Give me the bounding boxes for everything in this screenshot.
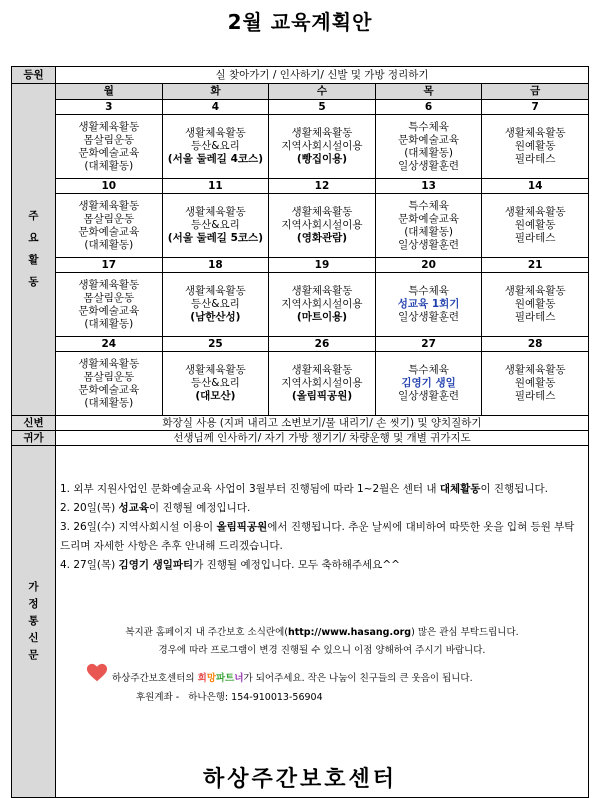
activity-line: 문화예술교육 — [398, 133, 459, 146]
activity-cell — [482, 273, 589, 337]
going-home-text: 선생님께 인사하기/ 자기 가방 챙기기/ 차량운행 및 개별 귀가지도 — [56, 431, 589, 446]
date-cell: 13 — [375, 179, 482, 194]
activity-highlight: (마트이용) — [296, 311, 348, 323]
activity-line: 생활체육활동 — [504, 285, 566, 297]
hygiene-label: 신변 — [12, 416, 56, 431]
activity-line: 등산&요리 — [191, 298, 240, 310]
date-cell: 10 — [56, 179, 163, 194]
weekday-header-row — [12, 84, 589, 100]
activity-line: 생활체육활동 — [291, 206, 353, 218]
activity-line: 생활체육활동 — [184, 127, 246, 139]
notice-4: 4. 27일(목) 김영기 생일파티가 진행될 예정입니다. 모두 축하해주세요^^ — [60, 559, 400, 571]
activity-line: 지역사회시설이용 — [281, 219, 363, 231]
activity-cell — [375, 194, 482, 258]
activity-line: (대체활동) — [404, 225, 453, 238]
website-notice: 복지관 홈페이지 내 주간보호 소식란에(http://www.hasang.org) 많은 관심 부탁드립니다. — [125, 627, 519, 638]
heart-icon — [86, 662, 108, 684]
activities-label: 주 요 활 동 — [12, 84, 56, 416]
notice-3: 3. 26일(수) 지역사회시설 이용이 올림픽공원에서 진행됩니다. 추운 날씨에 대비하여 따뜻한 옷을 입혀 등원 부탁드리며 자세한 사항은 추후 안내해 드리겠습니다. — [60, 521, 575, 552]
activity-cell — [269, 352, 376, 416]
activity-line: 일상생활훈련 — [398, 159, 459, 172]
newsletter-row — [12, 446, 589, 798]
activity-cell — [56, 352, 163, 416]
activity-cell — [162, 194, 269, 258]
activity-highlight: (대모산) — [195, 390, 236, 402]
activity-line: (대체활동) — [84, 396, 134, 409]
activity-highlight: (서울 둘레길 4코스) — [167, 153, 263, 165]
activity-line: 등산&요리 — [191, 219, 240, 231]
newsletter-content — [56, 446, 589, 798]
activity-line: 지역사회시설이용 — [281, 140, 363, 152]
arrival-row — [12, 67, 589, 84]
activity-highlight: (서울 둘레길 5코스) — [167, 232, 263, 244]
date-cell: 7 — [482, 100, 589, 115]
weekday-thu: 목 — [375, 84, 482, 100]
activity-cell — [375, 115, 482, 179]
activity-line: 특수체육 — [408, 285, 449, 297]
page-title: 2월 교육계획안 — [227, 10, 373, 34]
activity-row — [12, 352, 589, 416]
activity-line: 몸살림운동 — [83, 370, 135, 383]
activity-cell — [482, 352, 589, 416]
activity-line: (대체활동) — [84, 317, 134, 330]
activity-cell — [162, 273, 269, 337]
activity-line: 문화예술교육 — [78, 146, 140, 159]
activity-line: 생활체육활동 — [78, 278, 140, 291]
activity-line: 필라테스 — [514, 232, 556, 244]
activity-cell — [269, 194, 376, 258]
activity-cell — [375, 352, 482, 416]
arrival-label: 등원 — [12, 67, 56, 84]
activity-line: 몸살림운동 — [83, 212, 135, 225]
activity-line: 원예활동 — [514, 377, 556, 389]
activity-line: 몸살림운동 — [83, 133, 135, 146]
activity-cell — [482, 194, 589, 258]
activity-line: 특수체육 — [408, 120, 449, 133]
date-cell: 20 — [375, 258, 482, 273]
activity-line: 등산&요리 — [191, 377, 240, 389]
activity-line: 특수체육 — [408, 364, 449, 376]
activity-cell — [482, 115, 589, 179]
donation-account: 후원계좌 - 하나은행: 154-910013-56904 — [136, 692, 323, 703]
date-cell: 14 — [482, 179, 589, 194]
activity-line: 생활체육활동 — [184, 285, 246, 297]
hygiene-row — [12, 416, 589, 431]
date-cell: 17 — [56, 258, 163, 273]
date-cell: 6 — [375, 100, 482, 115]
going-home-label: 귀가 — [12, 431, 56, 446]
activity-line: 일상생활훈련 — [398, 238, 459, 251]
date-cell: 18 — [162, 258, 269, 273]
activity-cell — [56, 115, 163, 179]
activity-line: 등산&요리 — [191, 140, 240, 152]
special-event: 김영기 생일 — [401, 377, 456, 389]
activity-highlight: (빵집이용) — [296, 153, 348, 165]
activity-line: 생활체육활동 — [184, 206, 246, 218]
date-cell: 28 — [482, 337, 589, 352]
activity-cell — [56, 273, 163, 337]
activity-line: (대체활동) — [84, 159, 134, 172]
activity-line: 필라테스 — [514, 311, 556, 323]
date-cell: 3 — [56, 100, 163, 115]
activity-line: 생활체육활동 — [291, 285, 353, 297]
activity-line: 필라테스 — [514, 153, 556, 165]
newsletter-label: 가 정 통 신 문 — [12, 446, 56, 798]
date-cell: 26 — [269, 337, 376, 352]
date-row — [12, 179, 589, 194]
activity-line: (대체활동) — [84, 238, 134, 251]
date-cell: 24 — [56, 337, 163, 352]
weekday-tue: 화 — [162, 84, 269, 100]
activity-cell — [56, 194, 163, 258]
activity-line: 문화예술교육 — [398, 212, 459, 225]
activity-cell — [269, 273, 376, 337]
activity-line: 원예활동 — [514, 298, 556, 310]
activity-highlight: (올림픽공원) — [291, 390, 353, 402]
activity-line: 생활체육활동 — [291, 364, 353, 376]
hygiene-text: 화장실 사용 (지퍼 내리고 소변보기/물 내리기/ 손 씻기) 및 양치질하기 — [56, 416, 589, 431]
activity-line: 일상생활훈련 — [398, 311, 459, 323]
date-cell: 12 — [269, 179, 376, 194]
date-row — [12, 258, 589, 273]
special-event: 성교육 1회기 — [397, 298, 460, 310]
arrival-text: 실 찾아가기 / 인사하기/ 신발 및 가방 정리하기 — [56, 67, 589, 84]
activity-line: 특수체육 — [408, 199, 449, 212]
activity-line: 생활체육활동 — [504, 364, 566, 376]
center-name: 하상주간보호센터 — [202, 767, 398, 792]
date-cell: 27 — [375, 337, 482, 352]
activity-line: 원예활동 — [514, 140, 556, 152]
weekday-wed: 수 — [269, 84, 376, 100]
activity-line: 필라테스 — [514, 390, 556, 402]
activity-row — [12, 194, 589, 258]
activity-row — [12, 273, 589, 337]
activity-line: 문화예술교육 — [78, 225, 140, 238]
activity-row — [12, 115, 589, 179]
activity-line: 생활체육활동 — [504, 206, 566, 218]
date-cell: 21 — [482, 258, 589, 273]
activity-cell — [162, 352, 269, 416]
activity-line: 생활체육활동 — [291, 127, 353, 139]
activity-cell — [375, 273, 482, 337]
activity-line: 일상생활훈련 — [398, 390, 459, 402]
activity-line: 지역사회시설이용 — [281, 298, 363, 310]
activity-line: 생활체육활동 — [78, 357, 140, 370]
website-link[interactable]: http://www.hasang.org — [287, 627, 412, 638]
activity-line: 지역사회시설이용 — [281, 377, 363, 389]
activity-cell — [162, 115, 269, 179]
activity-highlight: (영화관람) — [296, 232, 348, 244]
date-cell: 19 — [269, 258, 376, 273]
date-cell: 4 — [162, 100, 269, 115]
activity-line: 생활체육활동 — [78, 199, 140, 212]
partner-notice: 하상주간보호센터의 희망파트너가 되어주세요. 작은 나눔이 친구들의 큰 웃음이 됩니다. — [112, 673, 473, 684]
notice-2: 2. 20일(목) 성교육이 진행될 예정입니다. — [60, 502, 251, 514]
activity-line: 원예활동 — [514, 219, 556, 231]
activity-cell — [269, 115, 376, 179]
activity-line: 문화예술교육 — [78, 304, 140, 317]
date-cell: 25 — [162, 337, 269, 352]
activity-line: 생활체육활동 — [78, 120, 140, 133]
activity-line: (대체활동) — [404, 146, 453, 159]
weekday-fri: 금 — [482, 84, 589, 100]
weekday-mon: 월 — [56, 84, 163, 100]
activity-line: 생활체육활동 — [184, 364, 246, 376]
date-row — [12, 337, 589, 352]
date-cell: 5 — [269, 100, 376, 115]
date-cell: 11 — [162, 179, 269, 194]
activity-line: 생활체육활동 — [504, 127, 566, 139]
education-plan-table — [11, 66, 589, 798]
notice-1: 1. 외부 지원사업인 문화예술교육 사업이 3월부터 진행됨에 따라 1~2월은 센터 내 대체활동이 진행됩니다. — [60, 483, 548, 495]
activity-line: 몸살림운동 — [83, 291, 135, 304]
going-home-row — [12, 431, 589, 446]
date-row — [12, 100, 589, 115]
activity-line: 문화예술교육 — [78, 383, 140, 396]
change-notice: 경우에 따라 프로그램이 변경 진행될 수 있으니 이점 양해하여 주시기 바랍니다. — [158, 645, 486, 656]
activity-highlight: (남한산성) — [190, 311, 241, 323]
newsletter-notices — [60, 480, 584, 575]
